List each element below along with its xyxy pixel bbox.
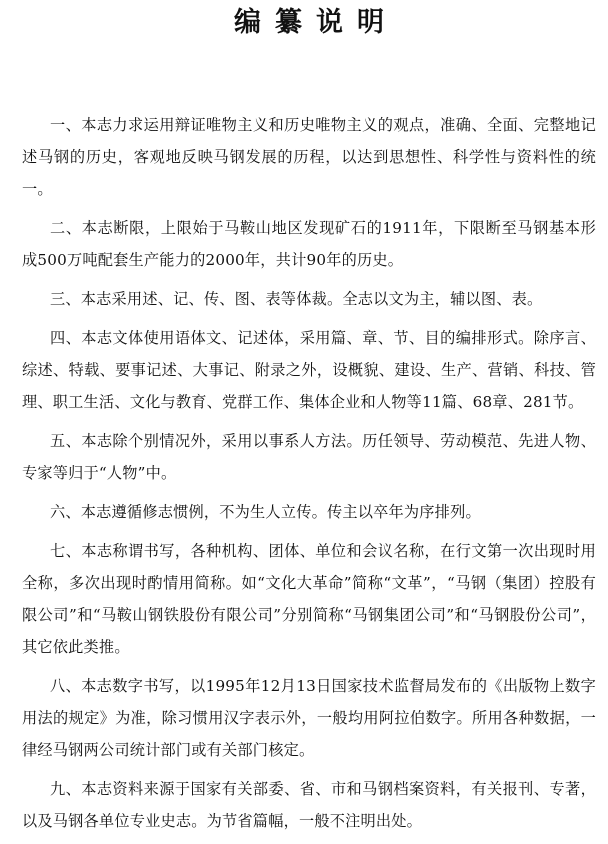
- item-8: 八、本志数字书写，以1995年12月13日国家技术监督局发布的《出版物上数字用法的规定》为准，除习惯用汉字表示外，一般均用阿拉伯数字。所用各种数据，一律经马钢两公司统计部门或有关部门核定。: [22, 677, 596, 759]
- item-4: 四、本志文体使用语体文、记述体，采用篇、章、节、目的编排形式。除序言、综述、特载、要事记述、大事记、附录之外，设概貌、建设、生产、营销、科技、管理、职工生活、文化与教育、党群工作、集体企业和人物等11篇、68章、281节。: [22, 329, 596, 411]
- item-9: 九、本志资料来源于国家有关部委、省、市和马钢档案资料，有关报刊、专著，以及马钢各单位专业史志。为节省篇幅，一般不注明出处。: [22, 780, 596, 830]
- item-list: [22, 109, 596, 844]
- item-6: 六、本志遵循修志惯例，不为生人立传。传主以卒年为序排列。: [50, 503, 481, 521]
- item-3: 三、本志采用述、记、传、图、表等体裁。全志以文为主，辅以图、表。: [50, 290, 543, 308]
- item-7: 七、本志称谓书写，各种机构、团体、单位和会议名称，在行文第一次出现时用全称，多次出现时酌情用简称。如“文化大革命”简称“文革”，“马钢（集团）控股有限公司”和“马鞍山钢铁股份有限公司”分别简称“马钢集团公司”和“马钢股份公司”，其它依此类推。: [22, 542, 596, 656]
- page-title: 编纂说明: [234, 7, 398, 38]
- item-1: 一、本志力求运用辩证唯物主义和历史唯物主义的观点，准确、全面、完整地记述马钢的历史，客观地反映马钢发展的历程，以达到思想性、科学性与资料性的统一。: [22, 116, 596, 198]
- item-2: 二、本志断限，上限始于马鞍山地区发现矿石的1911年，下限断至马钢基本形成500万吨配套生产能力的2000年，共计90年的历史。: [22, 219, 596, 269]
- item-5: 五、本志除个别情况外，采用以事系人方法。历任领导、劳动模范、先进人物、专家等归于“人物”中。: [22, 432, 596, 482]
